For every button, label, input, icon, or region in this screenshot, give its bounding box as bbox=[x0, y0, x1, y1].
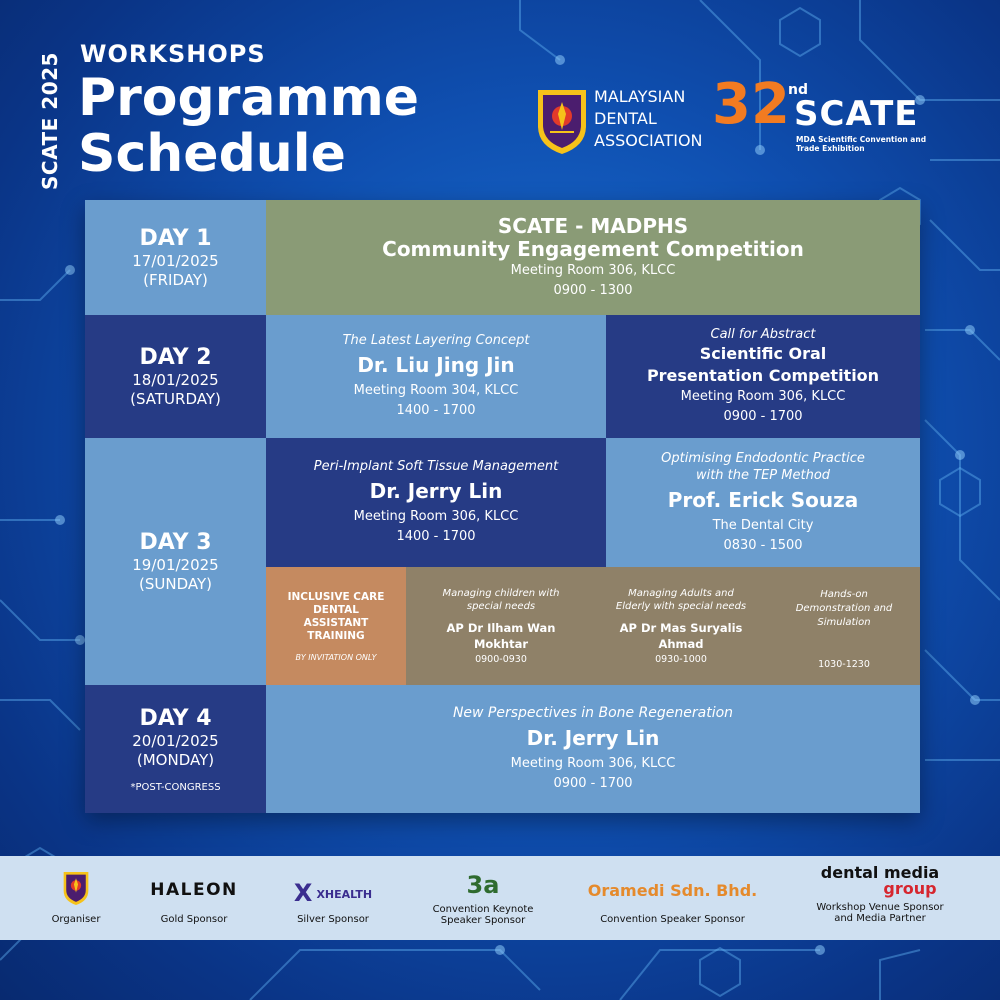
session1-speaker-line2: Mokhtar bbox=[473, 637, 529, 651]
sponsor-dental-media-group bbox=[800, 856, 960, 940]
keynote-sponsor-label-line1: Convention Keynote bbox=[432, 904, 534, 915]
training-title-line2: DENTAL bbox=[313, 603, 359, 616]
session1-topic-line1: Managing children with bbox=[442, 588, 560, 599]
training-session-2 bbox=[591, 567, 771, 685]
keynote-sponsor-label-line2: Speaker Sponsor bbox=[440, 915, 526, 926]
scate-ordinal: nd bbox=[788, 82, 808, 98]
session3-topic-line1: Hands-on bbox=[820, 589, 868, 600]
mda-name-line2: DENTAL bbox=[594, 109, 657, 128]
haleon-logo-text: HALEON bbox=[150, 880, 238, 900]
mda-name-line3: ASSOCIATION bbox=[594, 131, 703, 150]
day3-left-time: 1400 - 1700 bbox=[396, 529, 476, 544]
day2-right-event-cell bbox=[606, 315, 920, 438]
day3-left-venue: Meeting Room 306, KLCC bbox=[353, 509, 519, 524]
day1-event-title-line1: SCATE - MADPHS bbox=[497, 213, 689, 238]
side-tag-scate-2025: SCATE 2025 bbox=[38, 52, 62, 190]
venue-sponsor-label-line1: Workshop Venue Sponsor bbox=[816, 902, 944, 913]
mda-organiser-shield-icon bbox=[62, 870, 90, 906]
sponsor-oramedi bbox=[580, 856, 765, 940]
sponsor-organiser bbox=[36, 856, 116, 940]
training-session-1 bbox=[421, 567, 581, 685]
day4-event-speaker: Dr. Jerry Lin bbox=[526, 725, 660, 750]
day3-left-topic: Peri-Implant Soft Tissue Management bbox=[313, 459, 559, 474]
sponsor-3a bbox=[418, 856, 548, 940]
training-title-line3: ASSISTANT bbox=[303, 616, 369, 629]
day3-title: DAY 3 bbox=[139, 529, 212, 555]
day2-right-topic: Call for Abstract bbox=[710, 327, 816, 342]
xhealth-x-icon: X bbox=[293, 879, 313, 907]
day1-event-venue: Meeting Room 306, KLCC bbox=[510, 262, 676, 278]
day2-left-venue: Meeting Room 304, KLCC bbox=[353, 383, 519, 398]
day2-date: 18/01/2025 bbox=[132, 370, 219, 389]
day1-event-title-line2: Community Engagement Competition bbox=[382, 236, 804, 261]
day4-cell bbox=[85, 685, 266, 813]
schedule-table bbox=[85, 200, 920, 813]
training-title-cell bbox=[266, 567, 406, 685]
session2-speaker-line1: AP Dr Mas Suryalis bbox=[619, 621, 743, 635]
day2-left-speaker: Dr. Liu Jing Jin bbox=[357, 353, 515, 377]
training-invitation-note: BY INVITATION ONLY bbox=[295, 652, 377, 662]
day1-event-time: 0900 - 1300 bbox=[553, 282, 633, 298]
day2-right-venue: Meeting Room 306, KLCC bbox=[680, 389, 846, 404]
day3-cell bbox=[85, 438, 266, 685]
day3-date: 19/01/2025 bbox=[132, 555, 219, 574]
day4-post-congress-note: *POST-CONGRESS bbox=[130, 781, 221, 793]
session1-speaker-line1: AP Dr Ilham Wan bbox=[446, 621, 556, 635]
day4-date: 20/01/2025 bbox=[132, 731, 219, 750]
page-title-line1: Programme bbox=[78, 68, 420, 128]
day4-event-topic: New Perspectives in Bone Regeneration bbox=[452, 704, 734, 721]
mda-shield-icon bbox=[536, 86, 588, 156]
mda-logo-block bbox=[536, 86, 703, 156]
page-title-line2: Schedule bbox=[78, 124, 346, 184]
gold-sponsor-label: Gold Sponsor bbox=[160, 914, 228, 925]
training-title-line4: TRAINING bbox=[307, 629, 365, 642]
scate-number: 32 bbox=[712, 72, 790, 137]
day2-cell bbox=[85, 315, 266, 438]
oramedi-logo-text: Oramedi Sdn. Bhd. bbox=[587, 881, 758, 900]
workshops-label: WORKSHOPS bbox=[80, 40, 266, 68]
day1-event-cell bbox=[266, 200, 920, 315]
sponsor-xhealth bbox=[283, 856, 383, 940]
day3-left-event-cell bbox=[266, 438, 606, 567]
dmg-logo-text-line1: dental media bbox=[820, 863, 940, 882]
day1-cell bbox=[85, 200, 266, 315]
day3-right-speaker: Prof. Erick Souza bbox=[667, 487, 859, 512]
mda-name-line1: MALAYSIAN bbox=[594, 87, 686, 106]
session2-topic-line2: Elderly with special needs bbox=[615, 601, 747, 612]
session3-topic-line2: Demonstration and bbox=[795, 603, 893, 614]
day2-left-topic: The Latest Layering Concept bbox=[342, 333, 530, 348]
day2-left-time: 1400 - 1700 bbox=[396, 403, 476, 418]
day2-weekday: (SATURDAY) bbox=[130, 389, 221, 408]
day3-right-time: 0830 - 1500 bbox=[723, 537, 803, 553]
day4-event-cell bbox=[266, 685, 920, 813]
day2-left-event-cell bbox=[266, 315, 606, 438]
day3-weekday: (SUNDAY) bbox=[139, 574, 212, 593]
day1-weekday: (FRIDAY) bbox=[143, 270, 208, 289]
training-title-line1: INCLUSIVE CARE bbox=[287, 590, 385, 603]
day3-left-speaker: Dr. Jerry Lin bbox=[369, 479, 503, 503]
sponsor-bar bbox=[0, 856, 1000, 940]
session3-topic-line3: Simulation bbox=[817, 617, 871, 628]
scate-subtitle bbox=[796, 135, 926, 153]
organiser-label: Organiser bbox=[51, 914, 101, 925]
day3-right-topic-line2: with the TEP Method bbox=[695, 467, 831, 483]
sponsor-haleon bbox=[144, 856, 244, 940]
day2-right-time: 0900 - 1700 bbox=[723, 409, 803, 424]
day2-right-title-line2: Presentation Competition bbox=[646, 366, 880, 385]
day1-title: DAY 1 bbox=[139, 225, 212, 251]
session1-topic-line2: special needs bbox=[466, 601, 536, 612]
speaker-sponsor-label: Convention Speaker Sponsor bbox=[600, 914, 745, 925]
session3-time: 1030-1230 bbox=[818, 659, 870, 670]
day3-right-event-cell bbox=[606, 438, 920, 567]
training-session-3 bbox=[779, 567, 909, 685]
day3-right-topic-line1: Optimising Endodontic Practice bbox=[661, 450, 865, 466]
day4-event-time: 0900 - 1700 bbox=[553, 775, 633, 791]
scate-subtitle-line2: Trade Exhibition bbox=[796, 144, 865, 153]
dmg-logo-text-line2: group bbox=[883, 879, 937, 898]
day4-weekday: (MONDAY) bbox=[136, 750, 215, 769]
session2-speaker-line2: Ahmad bbox=[658, 637, 704, 651]
scate-logo-block bbox=[712, 72, 972, 160]
3a-logo-text: 3a bbox=[466, 871, 500, 899]
day4-title: DAY 4 bbox=[139, 705, 212, 731]
day2-right-title-line1: Scientific Oral bbox=[699, 344, 827, 363]
day1-date: 17/01/2025 bbox=[132, 251, 219, 270]
session1-time: 0900-0930 bbox=[475, 654, 527, 665]
silver-sponsor-label: Silver Sponsor bbox=[297, 914, 369, 925]
day3-right-venue: The Dental City bbox=[712, 517, 814, 533]
day2-title: DAY 2 bbox=[139, 344, 212, 370]
xhealth-logo-text: XHEALTH bbox=[316, 887, 373, 901]
scate-wordmark: SCATE bbox=[794, 94, 919, 134]
session2-topic-line1: Managing Adults and bbox=[628, 588, 734, 599]
venue-sponsor-label-line2: and Media Partner bbox=[834, 913, 926, 924]
scate-subtitle-line1: MDA Scientific Convention and bbox=[796, 135, 927, 144]
session2-time: 0930-1000 bbox=[655, 654, 707, 665]
day4-event-venue: Meeting Room 306, KLCC bbox=[510, 755, 676, 771]
